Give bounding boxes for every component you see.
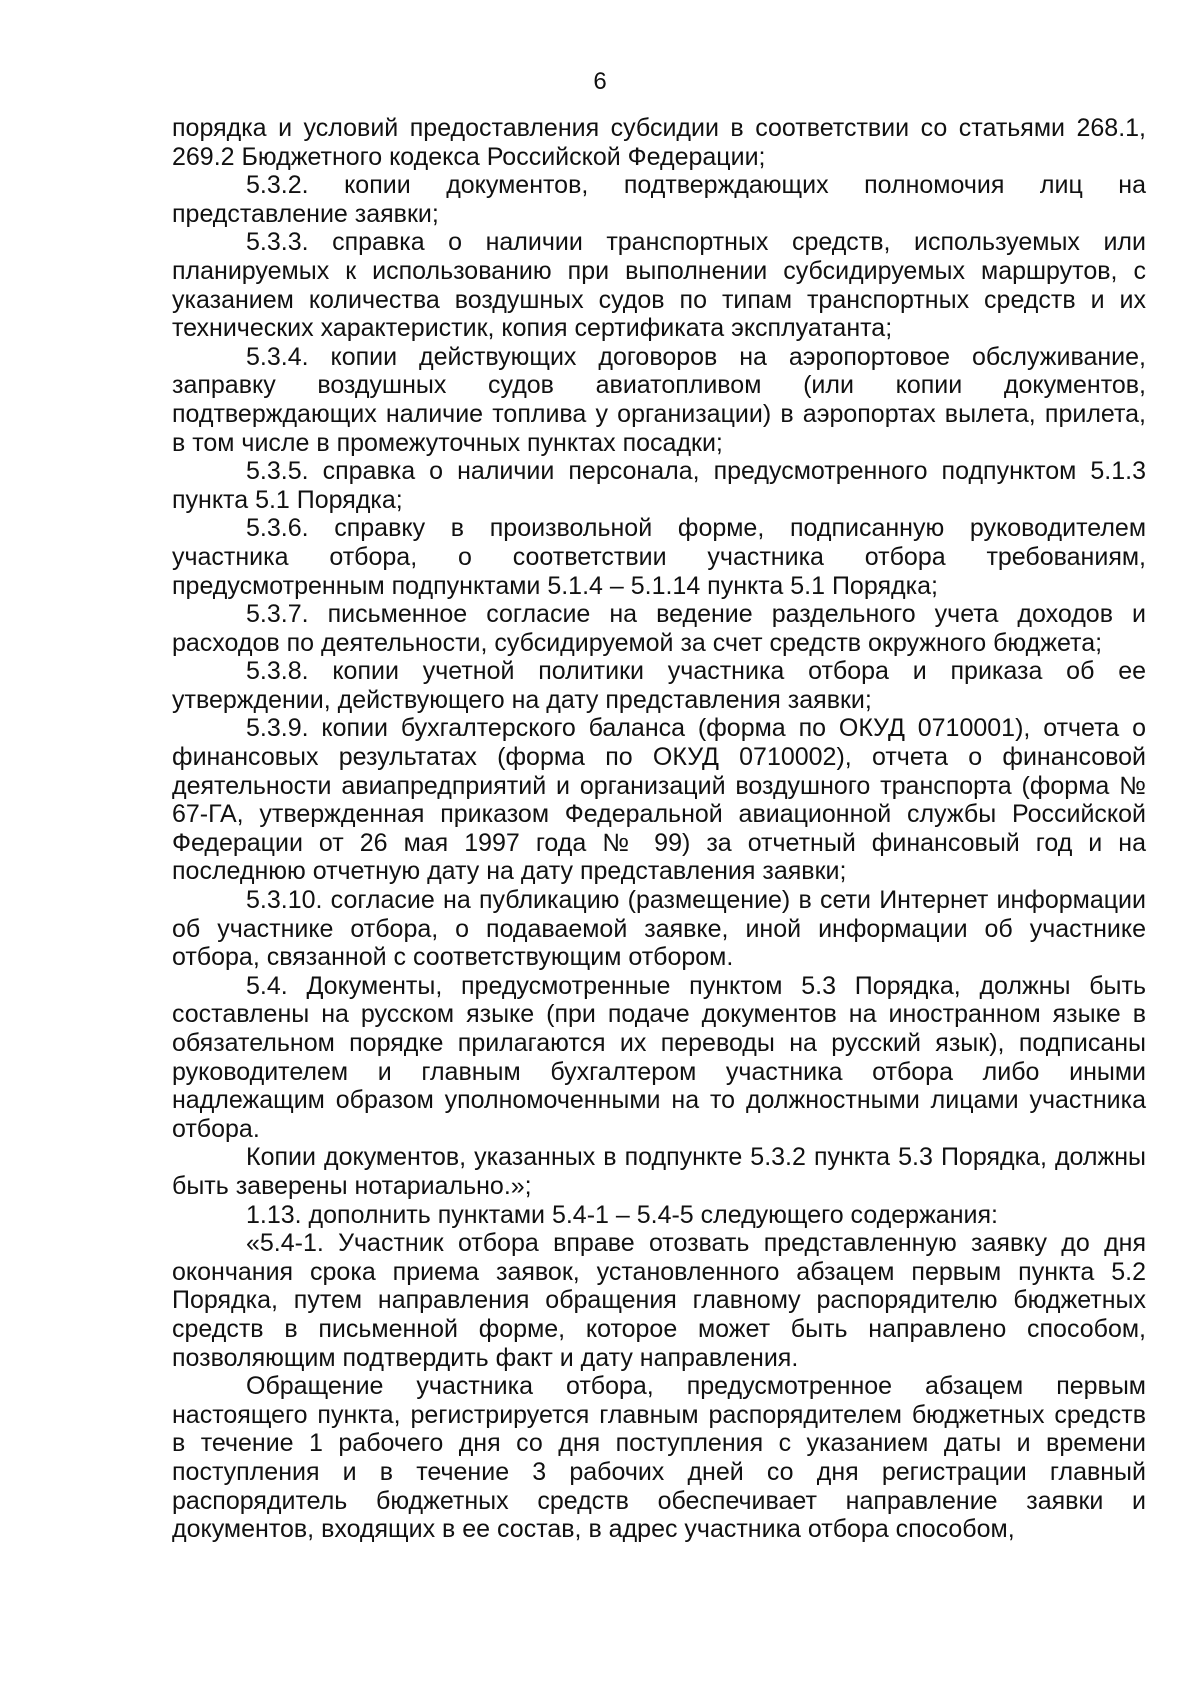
body-paragraph: 1.13. дополнить пунктами 5.4-1 – 5.4-5 следующего содержания:: [246, 1200, 998, 1229]
body-paragraph: 5.3.2. копии документов, подтверждающих полномочия лиц на представление заявки;: [172, 171, 1146, 228]
body-paragraph: 5.3.8. копии учетной политики участника отбора и приказа об ее утверждении, действующего на дату представления заявки;: [172, 657, 1146, 714]
body-paragraph: 5.3.10. согласие на публикацию (размещение) в сети Интернет информации об участнике отбора, о подаваемой заявке, иной информации об участнике отбора, связанной с соответствующим отбором.: [172, 886, 1146, 972]
body-paragraph: «5.4-1. Участник отбора вправе отозвать представленную заявку до дня окончания срока приема заявок, установленного абзацем первым пункта 5.2 Порядка, путем направления обращения главному распорядителю бюджетных средств в письменной форме, которое может быть направлено способом, позволяющим подтвердить факт и дату направления.: [172, 1229, 1146, 1372]
document-body: [172, 114, 1146, 1544]
body-paragraph: 5.3.4. копии действующих договоров на аэропортовое обслуживание, заправку воздушных судов авиатопливом (или копии документов, подтверждающих наличие топлива у организации) в аэропортах вылета, прилета, в том числе в промежуточных пунктах посадки;: [172, 342, 1146, 457]
body-paragraph: 5.3.9. копии бухгалтерского баланса (форма по ОКУД 0710001), отчета о финансовых результатах (форма по ОКУД 0710002), отчета о финансовой деятельности авиапредприятий и организаций воздушного транспорта (форма № 67-ГА, утвержденная приказом Федеральной авиационной службы Российской Федерации от 26 мая 1997 года № 99) за отчетный финансовый год и на последнюю отчетную дату на дату представления заявки;: [172, 714, 1146, 886]
page-number: 6: [593, 68, 607, 95]
body-paragraph: 5.3.7. письменное согласие на ведение раздельного учета доходов и расходов по деятельности, субсидируемой за счет средств окружного бюджета;: [172, 600, 1146, 657]
body-paragraph: 5.4. Документы, предусмотренные пунктом 5.3 Порядка, должны быть составлены на русском языке (при подаче документов на иностранном языке в обязательном порядке прилагаются их переводы на русский язык), подписаны руководителем и главным бухгалтером участника отбора либо иными надлежащим образом уполномоченными на то должностными лицами участника отбора.: [172, 971, 1146, 1143]
body-paragraph: 5.3.5. справка о наличии персонала, предусмотренного подпунктом 5.1.3 пункта 5.1 Порядка;: [172, 457, 1146, 514]
body-paragraph: порядка и условий предоставления субсидии в соответствии со статьями 268.1, 269.2 Бюджетного кодекса Российской Федерации;: [172, 114, 1146, 171]
body-paragraph: 5.3.3. справка о наличии транспортных средств, используемых или планируемых к использованию при выполнении субсидируемых маршрутов, с указанием количества воздушных судов по типам транспортных средств и их технических характеристик, копия сертификата эксплуатанта;: [172, 228, 1146, 343]
body-paragraph: Копии документов, указанных в подпункте 5.3.2 пункта 5.3 Порядка, должны быть заверены нотариально.»;: [172, 1143, 1146, 1200]
body-paragraph: 5.3.6. справку в произвольной форме, подписанную руководителем участника отбора, о соответствии участника отбора требованиям, предусмотренным подпунктами 5.1.4 – 5.1.14 пункта 5.1 Порядка;: [172, 514, 1146, 600]
body-paragraph: Обращение участника отбора, предусмотренное абзацем первым настоящего пункта, регистрируется главным распорядителем бюджетных средств в течение 1 рабочего дня со дня поступления с указанием даты и времени поступления и в течение 3 рабочих дней со дня регистрации главный распорядитель бюджетных средств обеспечивает направление заявки и документов, входящих в ее состав, в адрес участника отбора способом,: [172, 1372, 1146, 1544]
